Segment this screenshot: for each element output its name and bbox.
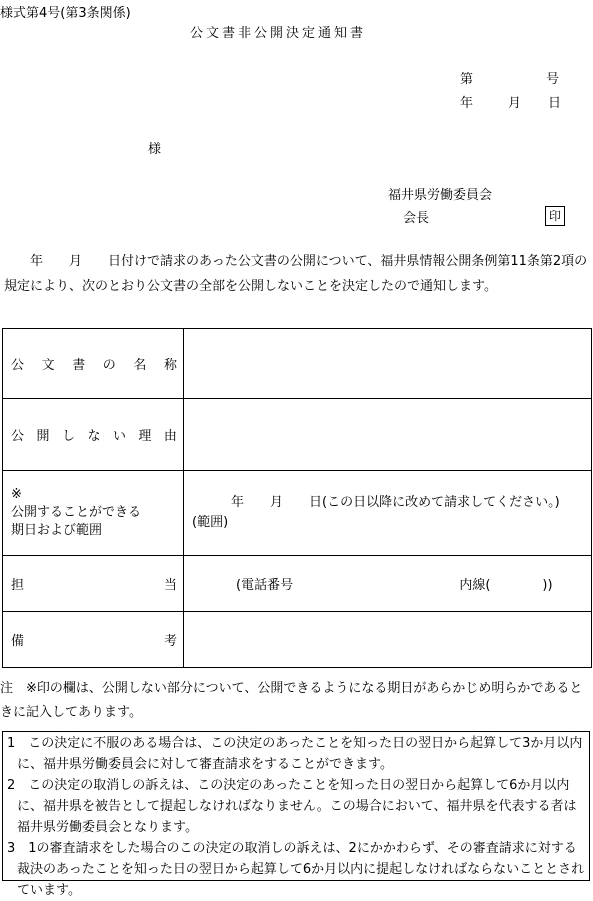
- label-remarks-right: 考: [163, 634, 177, 649]
- table-row-reason: [3, 399, 592, 471]
- appeal-note-2: 2 この決定の取消しの訴えは、この決定のあったことを知った日の翌日から起算して6か月以内に、福井県を被告として提起しなければなりません。この場合において、福井県を代表する者は福井県労働委員会となります。: [7, 778, 577, 835]
- value-remarks: [184, 612, 592, 668]
- value-contact: [184, 556, 592, 612]
- body-text: 年 月 日付けで請求のあった公文書の公開について、福井県情報公開条例第11条第2項の規定により、次のとおり公文書の全部を公開しないことを決定したので通知します。: [4, 254, 588, 294]
- document-title: 公文書非公開決定通知書: [190, 26, 367, 41]
- date-month: 月: [508, 96, 522, 111]
- phone-label: (電話番号: [236, 578, 294, 593]
- label-reason-text: 公 開 し な い 理 由: [11, 429, 177, 444]
- value-disclosure-date: [184, 471, 592, 556]
- number-prefix: 第: [460, 72, 474, 87]
- date-day: 日: [548, 96, 562, 111]
- label-mark: ※: [11, 487, 22, 502]
- disclosure-range-text: (範囲): [192, 515, 229, 530]
- label-remarks: [3, 612, 184, 668]
- table-row-document-name: [3, 329, 592, 399]
- notice-table: [2, 328, 592, 668]
- label-reason: [3, 399, 184, 471]
- sender-org: 福井県労働委員会: [388, 188, 493, 203]
- table-row-remarks: [3, 612, 592, 668]
- label-contact-left: 担: [11, 578, 25, 593]
- label-remarks-left: 備: [11, 634, 25, 649]
- label-contact-right: 当: [163, 578, 177, 593]
- extension-label: 内線( )): [459, 578, 553, 593]
- label-disclosure-line2: 期日および範囲: [11, 523, 103, 538]
- label-contact: [3, 556, 184, 612]
- appeal-notice-box: [2, 731, 590, 898]
- form-label: 様式第4号(第3条関係): [0, 6, 131, 21]
- value-document-name: [184, 329, 592, 399]
- sender-role: 会長: [403, 211, 430, 226]
- number-suffix: 号: [546, 72, 560, 87]
- label-disclosure-line1: 公開することができる: [11, 505, 142, 520]
- footnote: 注 ※印の欄は、公開しない部分について、公開できるようになる期日があらかじめ明らかであるときに記入してあります。: [0, 681, 583, 720]
- label-disclosure-date: [3, 471, 184, 556]
- seal-mark: 印: [545, 206, 565, 226]
- label-document-name: [3, 329, 184, 399]
- date-year: 年: [460, 96, 474, 111]
- table-row-contact: [3, 556, 592, 612]
- label-document-name-text: 公 文 書 の 名 称: [11, 358, 177, 373]
- appeal-note-3: 3 1の審査請求をした場合のこの決定の取消しの訴えは、2にかかわらず、その審査請求に対する裁決のあったことを知った日の翌日から起算して6か月以内に提起しなければならないこととされています。: [7, 841, 585, 898]
- disclosure-date-text: 年 月 日(この日以降に改めて請求してください。): [192, 495, 560, 510]
- addressee-honorific: 様: [148, 142, 162, 157]
- appeal-note-1: 1 この決定に不服のある場合は、この決定のあったことを知った日の翌日から起算して3か月以内に、福井県労働委員会に対して審査請求をすることができます。: [7, 736, 583, 772]
- table-row-disclosure-date: [3, 471, 592, 556]
- value-reason: [184, 399, 592, 471]
